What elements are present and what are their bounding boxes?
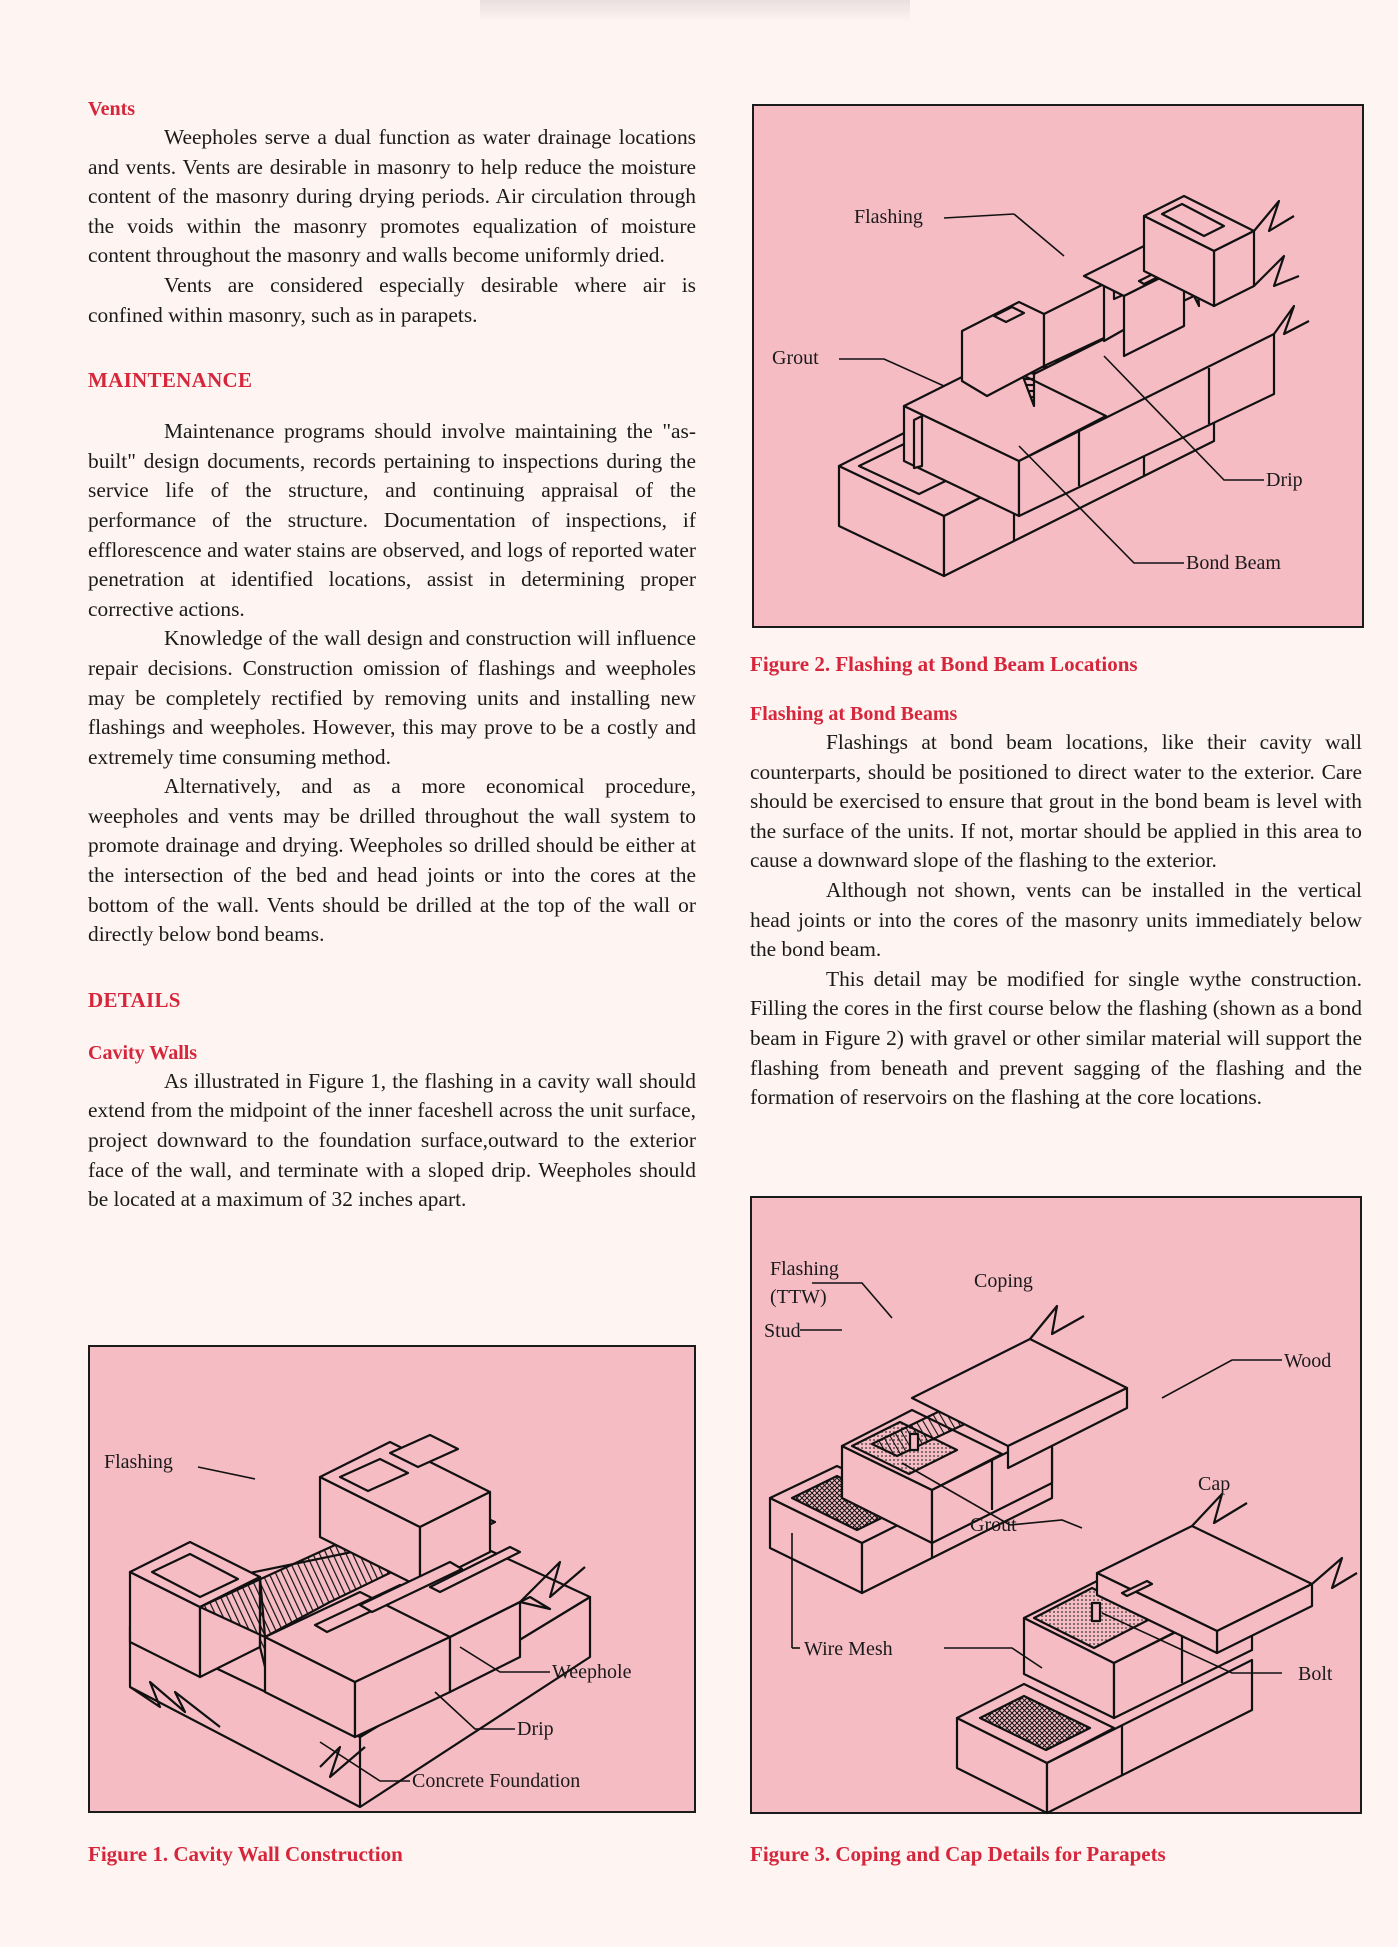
fig3-label-ttw: (TTW) xyxy=(770,1286,827,1308)
fig2-label-bond-beam: Bond Beam xyxy=(1186,552,1281,574)
fig3-label-wire-mesh: Wire Mesh xyxy=(804,1638,893,1660)
vents-heading: Vents xyxy=(88,98,136,120)
vents-paragraph-2: Vents are considered especially desirable where air is confined within masonry, such as in parapets. xyxy=(88,272,696,327)
fig3-label-wood: Wood xyxy=(1284,1350,1332,1372)
fig1-label-drip: Drip xyxy=(517,1718,554,1740)
fig3-label-cap: Cap xyxy=(1198,1473,1231,1495)
fig3-label-bolt: Bolt xyxy=(1298,1663,1333,1685)
maintenance-heading: MAINTENANCE xyxy=(88,368,253,393)
vents-paragraph-1: Weepholes serve a dual function as water drainage locations and vents. Vents are desirable in masonry to help reduce the moisture content of the masonry during drying periods. Air circulation through the voids within the masonry promotes equalization of moisture content throughout the masonry and walls become uniformly dried. xyxy=(88,125,696,268)
fig2-label-drip: Drip xyxy=(1266,469,1303,491)
right-column xyxy=(750,700,1362,1113)
fig2-label-grout: Grout xyxy=(772,347,819,369)
bond-beams-heading: Flashing at Bond Beams xyxy=(750,703,958,725)
maintenance-paragraph-3: Alternatively, and as a more economical procedure, weepholes and vents may be drilled throughout the wall system to promote drainage and drying. Weepholes so drilled should be either at the intersection of the bed and head joints or into the cores at the bottom of the wall. Vents should be drilled at the top of the wall or directly below bond beams. xyxy=(88,774,696,947)
fig1-label-weephole: Weephole xyxy=(552,1661,632,1683)
cavity-walls-heading: Cavity Walls xyxy=(88,1041,198,1064)
figure-3-drawing xyxy=(752,1198,1364,1816)
scan-shadow xyxy=(480,0,910,22)
fig3-label-grout: Grout xyxy=(970,1514,1017,1536)
details-heading: DETAILS xyxy=(88,987,181,1012)
bond-beams-paragraph-2: Although not shown, vents can be installed in the vertical head joints or into the cores of the masonry units immediately below the bond beam. xyxy=(750,877,1362,962)
bond-beams-paragraph-3: This detail may be modified for single wythe construction. Filling the cores in the first course below the flashing (shown as a bond beam in Figure 2) with gravel or other similar material will support the flashing from beneath and prevent sagging of the flashing and the formation of reservoirs on the flashing at the core locations. xyxy=(750,966,1362,1110)
figure-2-caption: Figure 2. Flashing at Bond Beam Locations xyxy=(750,652,1138,676)
figure-3-caption: Figure 3. Coping and Cap Details for Parapets xyxy=(750,1842,1166,1866)
figure-1-cavity-wall xyxy=(88,1345,696,1813)
figure-3-coping-cap xyxy=(750,1196,1362,1814)
figure-1-caption: Figure 1. Cavity Wall Construction xyxy=(88,1842,403,1866)
fig3-label-flashing: Flashing xyxy=(770,1258,839,1280)
fig1-label-foundation: Concrete Foundation xyxy=(412,1770,581,1792)
maintenance-paragraph-1: Maintenance programs should involve maintaining the "as-built" design documents, records pertaining to inspections during the service life of the structure, and continuing appraisal of the performance of the structure. Documentation of inspections, if efflorescence and water stains are observed, and logs of reported water penetration at identified locations, assist in determining proper corrective actions. xyxy=(88,419,696,621)
fig3-label-stud: Stud xyxy=(764,1320,801,1342)
fig1-label-flashing: Flashing xyxy=(104,1451,173,1473)
left-column xyxy=(88,95,696,1215)
figure-1-drawing xyxy=(90,1347,698,1815)
cavity-walls-paragraph: As illustrated in Figure 1, the flashing in a cavity wall should extend from the midpoint of the inner faceshell across the unit surface, project downward to the foundation surface,outward to the exterior face of the wall, and terminate with a sloped drip. Weepholes should be located at a maximum of 32 inches apart. xyxy=(88,1068,696,1212)
fig2-label-flashing: Flashing xyxy=(854,206,923,228)
figure-2-bond-beam xyxy=(752,104,1364,628)
bond-beams-paragraph-1: Flashings at bond beam locations, like their cavity wall counterparts, should be positioned to direct water to the exterior. Care should be exercised to ensure that grout in the bond beam is level with the surface of the units. If not, mortar should be applied in this area to cause a downward slope of the flashing to the exterior. xyxy=(750,730,1362,873)
fig3-label-coping: Coping xyxy=(974,1270,1033,1292)
maintenance-paragraph-2: Knowledge of the wall design and construction will influence repair decisions. Construction omission of flashings and weepholes may be completely rectified by removing units and installing new flashings and weepholes. However, this may prove to be a costly and extremely time consuming method. xyxy=(88,626,696,769)
